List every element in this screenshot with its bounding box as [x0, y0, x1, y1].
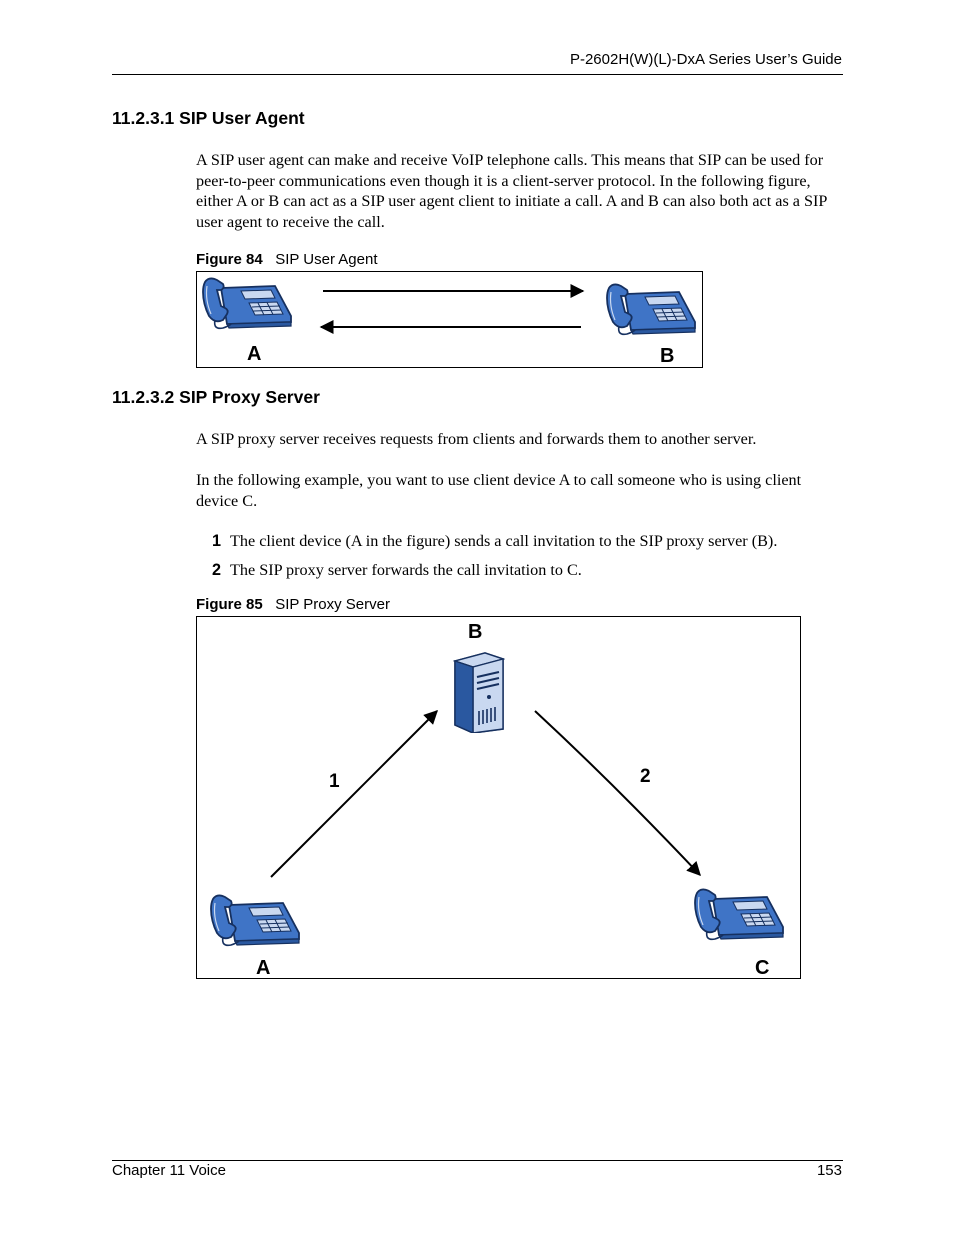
telephone-icon — [211, 895, 299, 945]
arrow-1-a-to-b — [271, 711, 437, 877]
figure-84-caption — [196, 251, 378, 268]
node-label-b: B — [468, 621, 483, 643]
paragraph-proxy-example: In the following example, you want to use client device A to call someone who is using client device C. — [196, 471, 802, 510]
arrow-2-b-to-c — [535, 711, 700, 875]
footer-rule — [112, 1160, 843, 1161]
arrow-label-2: 2 — [640, 766, 651, 787]
paragraph-proxy-intro: A SIP proxy server receives requests from clients and forwards them to another server. — [196, 430, 757, 448]
node-label-c: C — [755, 957, 770, 978]
figure-84-diagram — [196, 271, 703, 368]
step-number: 1 — [212, 532, 222, 550]
telephone-icon — [203, 278, 291, 328]
node-label-a: A — [247, 343, 262, 365]
list-item — [212, 560, 582, 580]
paragraph-user-agent: A SIP user agent can make and receive VoIP telephone calls. This means that SIP can be used for peer-to-peer communications even though it is a client-server protocol. In the following figure, either A or B can act as a SIP user agent client to initiate a call. A and B can also both act as a SIP user agent to receive the call. — [196, 151, 827, 231]
running-header: P-2602H(W)(L)-DxA Series User’s Guide — [569, 51, 842, 68]
server-icon — [455, 653, 503, 733]
figure-title: SIP Proxy Server — [275, 596, 390, 613]
step-number: 2 — [212, 561, 222, 579]
node-label-b: B — [660, 345, 675, 367]
section-heading-sip-proxy-server: 11.2.3.2 SIP Proxy Server — [112, 387, 320, 407]
figure-title: SIP User Agent — [275, 251, 378, 268]
footer-chapter: Chapter 11 Voice — [112, 1162, 226, 1179]
step-text: The client device (A in the figure) sends a call invitation to the SIP proxy server (B). — [230, 532, 778, 550]
figure-85-diagram — [196, 616, 801, 979]
figure-85-caption — [196, 596, 390, 613]
page-number: 153 — [816, 1162, 842, 1179]
node-label-a: A — [256, 957, 271, 978]
header-rule — [112, 74, 843, 75]
sip-proxy-server-svg — [197, 617, 800, 978]
section-heading-sip-user-agent: 11.2.3.1 SIP User Agent — [112, 108, 305, 128]
telephone-icon — [695, 889, 783, 939]
figure-label: Figure 84 — [196, 251, 263, 268]
figure-label: Figure 85 — [196, 596, 263, 613]
list-item — [212, 531, 777, 551]
step-text: The SIP proxy server forwards the call invitation to C. — [230, 561, 582, 579]
arrow-label-1: 1 — [329, 771, 340, 792]
telephone-icon — [607, 284, 695, 334]
sip-user-agent-svg — [197, 272, 702, 367]
